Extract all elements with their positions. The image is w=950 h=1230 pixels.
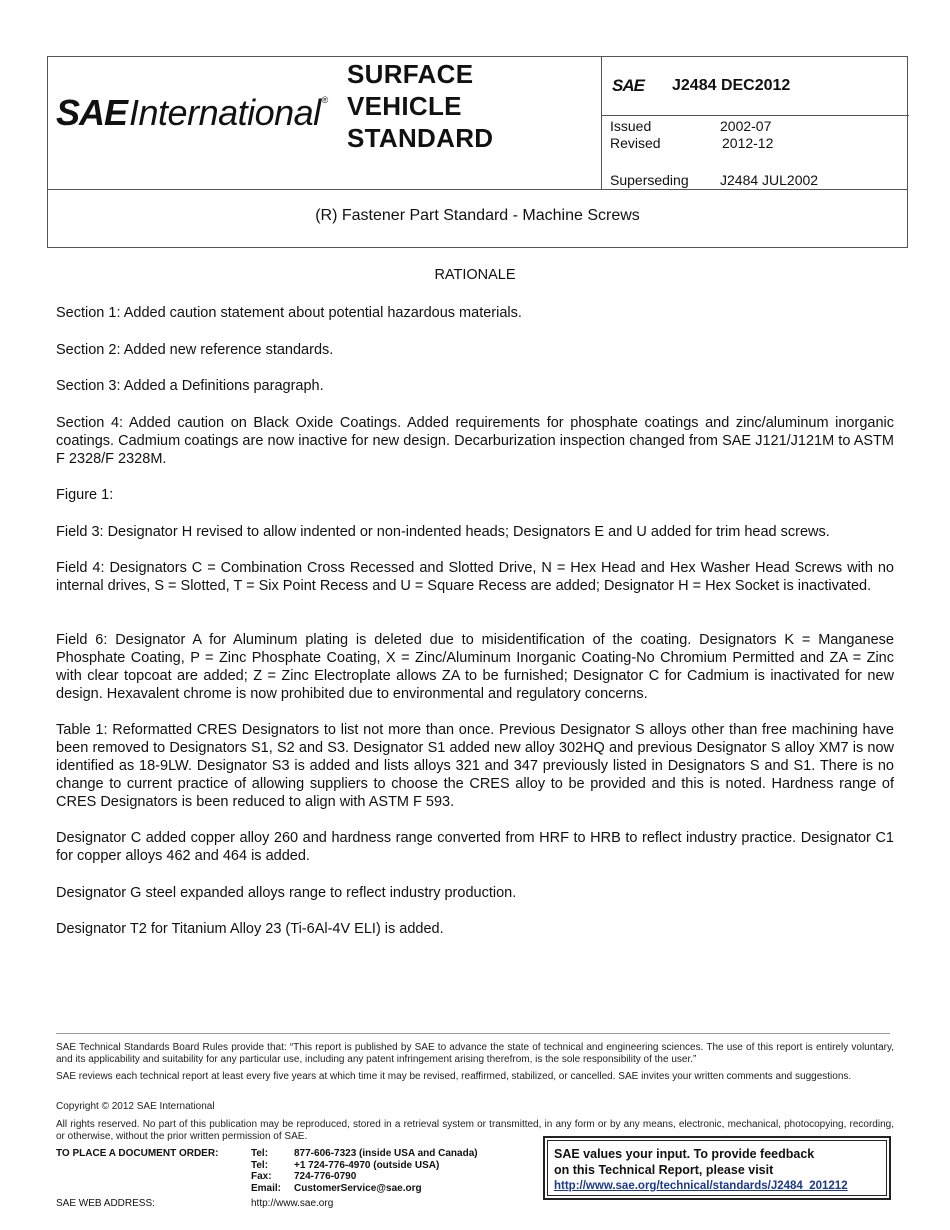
phone-link[interactable]: 877-606-7323 (inside USA and Canada): [294, 1148, 478, 1159]
phone-link[interactable]: +1 724-776-4970 (outside USA): [294, 1159, 440, 1171]
contact-key: Tel:: [251, 1148, 269, 1159]
feedback-text: on this Technical Report, please visit: [554, 1163, 774, 1177]
contact-key: Tel:: [251, 1159, 269, 1171]
board-rules-note: SAE Technical Standards Board Rules provide that: “This report is published by SAE to advance the state of technical and engineering sciences. The use of this report is entirely voluntary, and its applicability and suitability for any particular use, including any patent infringement arising therefrom, is the sole responsibility of the user.”: [56, 1042, 894, 1065]
document-header: [47, 56, 908, 248]
logo-international-text: International: [129, 92, 321, 133]
fax-number: 724-776-0790: [294, 1171, 357, 1182]
document-number: J2484 DEC2012: [672, 77, 791, 94]
feedback-link[interactable]: http://www.sae.org/technical/standards/J2484_201212: [554, 1180, 848, 1192]
header-divider: [48, 189, 907, 190]
doc-type-line: STANDARD: [347, 123, 494, 153]
revised-label: Revised: [610, 135, 661, 151]
issued-value: 2002-07: [720, 118, 772, 134]
contact-key: Fax:: [251, 1171, 272, 1182]
logo-sae-text: SAE: [56, 92, 128, 133]
doc-type-line: VEHICLE: [347, 91, 462, 121]
order-label: TO PLACE A DOCUMENT ORDER:: [56, 1148, 219, 1159]
superseding-row: [610, 172, 818, 188]
copyright-note: Copyright © 2012 SAE International: [56, 1101, 215, 1112]
rationale-paragraph: Section 2: Added new reference standards.: [56, 342, 334, 358]
issued-label: Issued: [610, 118, 652, 134]
feedback-box: [543, 1136, 891, 1200]
rationale-paragraph: Section 4: Added caution on Black Oxide Coatings. Added requirements for phosphate coatings and zinc/aluminum inorganic coatings. Cadmium coatings are now inactive for new design. Decarburization inspection changed from SAE J121/J121M to ASTM F 2328/F 2328M.: [56, 415, 894, 467]
header-divider: [601, 57, 602, 189]
rationale-paragraph: Field 3: Designator H revised to allow indented or non-indented heads; Designators E and U added for trim head screws.: [56, 524, 830, 540]
rationale-paragraph: Designator C added copper alloy 260 and hardness range converted from HRF to HRB to reflect industry practice. Designator C1 for copper alloys 462 and 464 is added.: [56, 830, 894, 864]
feedback-text: SAE values your input. To provide feedback: [554, 1147, 815, 1161]
rationale-heading: RATIONALE: [434, 267, 516, 283]
rights-note: All rights reserved. No part of this publication may be reproduced, stored in a retrieval system or transmitted, in any form or by any means, electronic, mechanical, photocopying, recording, or otherwise, without the prior written permission of SAE.: [56, 1119, 894, 1142]
document-title: (R) Fastener Part Standard - Machine Screws: [315, 207, 640, 224]
contact-key: Email:: [251, 1182, 282, 1194]
rationale-paragraph: Designator T2 for Titanium Alloy 23 (Ti-6Al-4V ELI) is added.: [56, 921, 444, 937]
footer-rule: [56, 1033, 890, 1034]
review-note: SAE reviews each technical report at least every five years at which time it may be revised, reaffirmed, stabilized, or cancelled. SAE invites your written comments and suggestions.: [56, 1071, 852, 1082]
revised-value: 2012-12: [722, 135, 774, 151]
document-type: [347, 58, 493, 154]
rationale-paragraph: Field 6: Designator A for Aluminum plating is deleted due to misidentification of the coating. Designators K = Manganese Phosphate Coating, P = Zinc Phosphate Coating, X = Zinc/Aluminum Inorganic Coating-No Chromium Permitted and ZA = Zinc with clear topcoat are added; Z = Zinc Electroplate allows ZA to be furnished; Designator C for Cadmium is inactivated for new design. Hexavalent chrome is now prohibited due to environmental and regulatory concerns.: [56, 632, 894, 702]
web-address-label: SAE WEB ADDRESS:: [56, 1198, 155, 1209]
rationale-paragraph: Field 4: Designators C = Combination Cross Recessed and Slotted Drive, N = Hex Head and Hex Washer Head Screws with no internal drives, S = Slotted, T = Six Point Recess and U = Square Recess are added; Designator H = Hex Socket is inactivated.: [56, 560, 894, 594]
rationale-paragraph: Designator G steel expanded alloys range to reflect industry production.: [56, 885, 517, 901]
rationale-paragraph: Figure 1:: [56, 487, 114, 503]
email-link[interactable]: CustomerService@sae.org: [294, 1182, 422, 1194]
web-address-link[interactable]: http://www.sae.org: [251, 1198, 334, 1209]
doc-type-line: SURFACE: [347, 59, 474, 89]
issued-row: [610, 118, 771, 134]
rationale-paragraph: Table 1: Reformatted CRES Designators to list not more than once. Previous Designator S alloys other than free machining have been removed to Designators S1, S2 and S3. Designator S1 added new alloy 302HQ and previous Designator S alloy XM7 is now identified as 18-9LW. Designator S3 is added and lists alloys 321 and 347 previously listed in Designators S and S1. There is no change to current practice of allowing suppliers to choose the CRES alloy to be provided and this is noted. Hardness range of CRES Designators is been reduced to align with ASTM F 593.: [56, 722, 894, 810]
rationale-paragraph: Section 3: Added a Definitions paragraph.: [56, 378, 324, 394]
sae-international-logo: [56, 92, 329, 133]
registered-mark: ®: [321, 95, 329, 105]
order-contacts: [251, 1148, 478, 1194]
revised-row: [610, 135, 773, 151]
header-divider: [601, 115, 909, 116]
superseding-value: J2484 JUL2002: [720, 172, 819, 188]
rationale-paragraph: Section 1: Added caution statement about potential hazardous materials.: [56, 305, 522, 321]
superseding-label: Superseding: [610, 172, 689, 188]
sae-mark-icon: SAE: [612, 76, 644, 95]
feedback-box-inner: [547, 1140, 887, 1196]
